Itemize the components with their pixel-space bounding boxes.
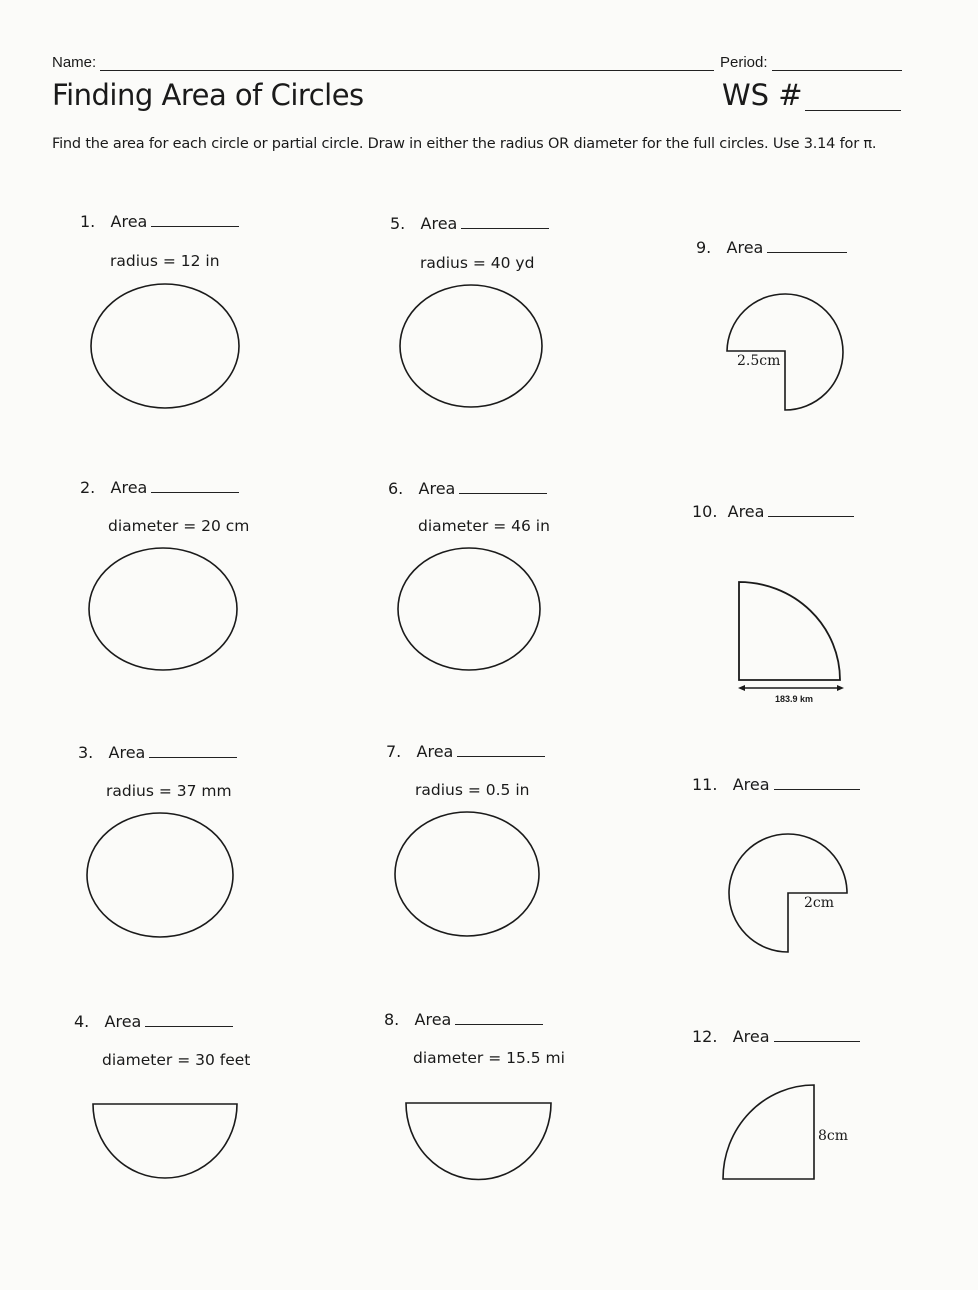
circle-figure [88, 282, 242, 412]
given-value: radius = 12 in [110, 252, 220, 270]
answer-line[interactable] [457, 742, 545, 757]
problem-number: 2. [80, 478, 96, 497]
answer-line[interactable] [461, 214, 549, 229]
area-label: Area [414, 1010, 452, 1029]
problem-9 [696, 238, 847, 257]
circle-figure [84, 811, 238, 941]
figure-label: 2.5cm [737, 353, 781, 369]
given-value: radius = 0.5 in [415, 781, 530, 799]
answer-line[interactable] [145, 1012, 233, 1027]
semicircle-figure [403, 1100, 555, 1184]
area-label: Area [110, 212, 148, 231]
answer-line[interactable] [767, 238, 847, 253]
problem-number: 4. [74, 1012, 90, 1031]
problem-5 [390, 214, 549, 233]
problem-number: 9. [696, 238, 712, 257]
area-label: Area [732, 775, 770, 794]
area-label: Area [416, 742, 454, 761]
figure-label: 8cm [818, 1128, 849, 1144]
answer-line[interactable] [774, 1027, 860, 1042]
problem-number: 10. [692, 502, 718, 521]
problem-number: 3. [78, 743, 94, 762]
problem-12 [692, 1027, 860, 1046]
given-value: diameter = 46 in [418, 517, 550, 535]
area-label: Area [732, 1027, 770, 1046]
area-label: Area [420, 214, 458, 233]
problem-1 [80, 212, 239, 231]
problem-4 [74, 1012, 233, 1031]
answer-line[interactable] [151, 212, 239, 227]
given-value: diameter = 15.5 mi [413, 1049, 565, 1067]
period-field[interactable] [772, 70, 902, 71]
answer-line[interactable] [768, 502, 854, 517]
answer-line[interactable] [149, 743, 237, 758]
given-value: radius = 37 mm [106, 782, 232, 800]
area-label: Area [110, 478, 148, 497]
problem-8 [384, 1010, 543, 1029]
area-label: Area [418, 479, 456, 498]
area-label: Area [104, 1012, 142, 1031]
problem-number: 1. [80, 212, 96, 231]
figure-label: 183.9 km [775, 694, 814, 704]
quarter-circle-figure [720, 1082, 820, 1184]
problem-number: 5. [390, 214, 406, 233]
name-label: Name: [52, 54, 97, 71]
answer-line[interactable] [459, 479, 547, 494]
problem-number: 6. [388, 479, 404, 498]
answer-line[interactable] [151, 478, 239, 493]
given-value: diameter = 20 cm [108, 517, 250, 535]
circle-figure [393, 809, 545, 941]
circle-figure [398, 282, 548, 412]
ws-number-field[interactable] [805, 110, 901, 111]
problem-6 [388, 479, 547, 498]
problem-number: 7. [386, 742, 402, 761]
name-field[interactable] [100, 70, 714, 71]
given-value: diameter = 30 feet [102, 1051, 251, 1069]
problem-7 [386, 742, 545, 761]
figure-label: 2cm [804, 895, 835, 911]
problem-2 [80, 478, 239, 497]
given-value: radius = 40 yd [420, 254, 535, 272]
problem-number: 8. [384, 1010, 400, 1029]
instructions: Find the area for each circle or partial circle. Draw in either the radius OR diameter for the full circles. Use 3.14 for π. [52, 136, 877, 152]
circle-figure [86, 546, 240, 676]
three-quarter-circle-figure [726, 830, 854, 956]
area-label: Area [726, 238, 764, 257]
page-title: Finding Area of Circles [52, 78, 364, 112]
area-label: Area [727, 502, 765, 521]
answer-line[interactable] [774, 775, 860, 790]
problem-number: 11. [692, 775, 718, 794]
problem-10 [692, 502, 854, 521]
problem-3 [78, 743, 237, 762]
quarter-circle-figure [734, 578, 848, 694]
area-label: Area [108, 743, 146, 762]
period-label: Period: [720, 54, 768, 71]
semicircle-figure [90, 1100, 242, 1184]
ws-label: WS # [722, 78, 803, 112]
circle-figure [396, 546, 546, 676]
problem-number: 12. [692, 1027, 718, 1046]
answer-line[interactable] [455, 1010, 543, 1025]
problem-11 [692, 775, 860, 794]
